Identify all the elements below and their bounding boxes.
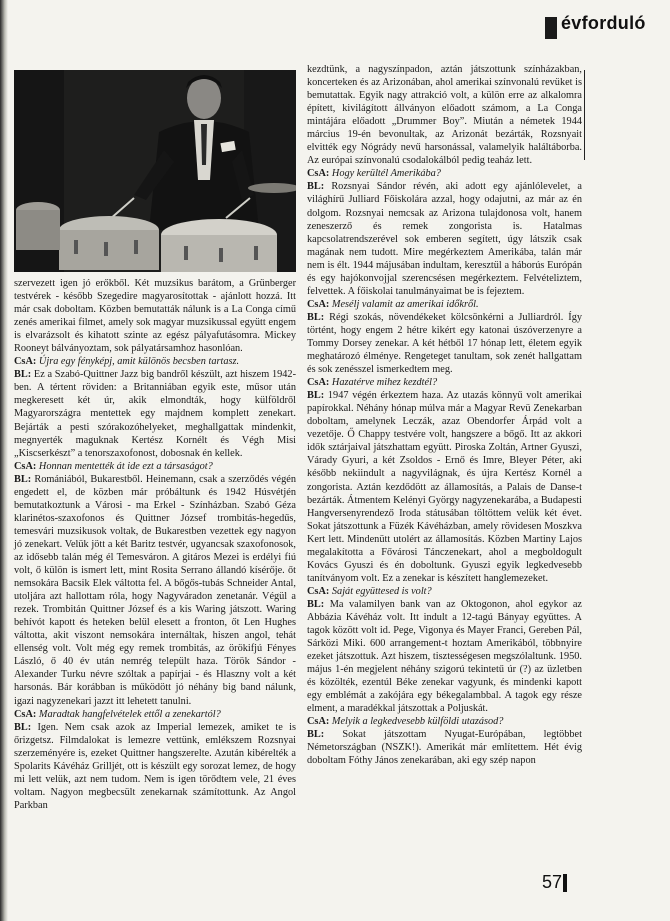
paragraph-text: Honnan mentették át ide ezt a társaságot? (38, 460, 213, 472)
interview-question (307, 376, 582, 389)
paragraph-text: Hazatérve mihez kezdtél? (331, 377, 438, 389)
speaker-label: CsA: (307, 168, 330, 180)
page-number: 57 (542, 872, 563, 892)
photo-drummer-at-drum-kit-icon (14, 70, 296, 272)
speaker-label: CsA: (14, 460, 37, 472)
speaker-label: BL: (307, 729, 325, 741)
speaker-label: CsA: (307, 298, 330, 310)
speaker-label: BL: (14, 721, 32, 733)
paragraph-text: Ma valamilyen bank van az Oktogonon, ahol egykor az Abbázia Kávéház volt. Itt indult a 12-tagú Bányay együttes. A tagok között volt id. Pege, Vigonya és Mayer Franci, Gereben Pál, Sárközi Miki. 600 arrangement-t hoztam Amerikából, többnyire ezeket játszottuk. Azt hiszem, tisztességesen megszólaltunk. 1950. május 1-én megjelent néhány szigorú tekintetű úr (?) az üzletben és közölték, ezentúl Béke zenekar vagyunk, és mindenki kapott egy emblémát a zakójára egy békegalambbal. A tagok egy része elment, a maradékkal játszottak a Poljuskát. (307, 598, 583, 715)
section-title: évforduló (561, 13, 646, 33)
paragraph-text: Igen. Nem csak azok az Imperial lemezek, amiket te is őrizgetsz. Filmdalokat is lemezre vettünk, emlékszem Rozsnyai szerzeményére is, ezeket Quittner hangszerelte. Azután kibérelték a Spolarits Kávéház Grilljét, ott is készült egy sorozat lemez, de hogy mi lett velük, azt nem tudom. Nem is igen törődtem vele, 21 éves voltam. Nagyon megbecsült zenekarnak számítottunk. Az Angol Parkban (14, 721, 297, 811)
speaker-label: CsA: (307, 716, 330, 728)
speaker-label: BL: (307, 598, 325, 610)
speaker-label: BL: (307, 311, 325, 323)
binding-gutter (0, 0, 8, 921)
interview-answer (14, 721, 296, 812)
paragraph-text: Ez a Szabó-Quittner Jazz big bandről készült, azt hiszem 1942-ben. A tértent röviden: a Britanniában egyik este, műsor után megkeresett két úr, akik elmondták, hogy külföldről Magyarországra mentettek egy majdnem komplett zenekart. Bejárták a pesti szórakozóhelyeket, meghallgattak mindenkit, megnyerték maguknak Kertész Kornélt és Végh Misi „Kiscserkészt” a tenorszaxofonost, dobosnak én kellek. (14, 369, 297, 459)
page-number-bar (563, 874, 567, 892)
speaker-label: BL: (307, 181, 325, 193)
interview-answer (307, 598, 582, 715)
paragraph-text: Melyik a legkedvesebb külföldi utazásod? (331, 716, 504, 728)
interview-answer (307, 389, 582, 585)
paragraph-text: Maradtak hangfelvételek ettől a zenekartól? (38, 708, 221, 720)
right-text-column (307, 63, 582, 768)
column-rule (584, 70, 585, 160)
paragraph-text: kezdtünk, a nagyszínpadon, aztán játszottunk színházakban, koncerteken és az Arizonában, ahol amerikai színvonalú revüket is bemutattak. Egyik nagy attrakció volt, a külön erre az alkalomra épített, kivilágított állványon előadott számom, a La Conga mintájára előadott „Drummer Boy”. Miután a németek 1944 március 19-én bevonultak, az Arizonát bezárták, Rozsnyait elvitték egy Nógrády nevű harsonással, valamelyik haláltáborba. Az európai színvonalú csodalokálból pedig teaház lett. (307, 64, 582, 167)
speaker-label: BL: (307, 390, 325, 402)
speaker-label: CsA: (307, 585, 330, 597)
interview-answer (14, 473, 296, 708)
interview-question (307, 715, 582, 728)
header-bar (545, 17, 557, 39)
speaker-label: BL: (14, 473, 32, 485)
paragraph-text: szervezett igen jó erőkből. Két muzsikus barátom, a Grünberger testvérek - később Szegedire magyarosítottak - ajánlott hozzá. Itt már csak doboltam. Közben bemutatták nálunk is a La Conga című zenés amerikai filmet, amely sok magyar muzsikussal együtt engem is elvarázsolt és kihatott szinte az egész pályafutásomra. Mickey Rooneyt bálványoztam, sok pályatársamhoz hasonlóan. (14, 278, 296, 355)
paragraph-text: 1947 végén érkeztem haza. Az utazás könnyű volt amerikai papírokkal. Néhány hónap múlva már a Magyar Revü Zenekarban doboltam, amelynek Leczák, azaz Obendorfer Árpád volt a vezetője. Ő Chappy testvére volt, hangszere a bőgő. Itt az akkori idők sztárjaival játszhattam együtt. Piroska Zoltán, Artner Gyuszi, Várady Gyuri, a két Zsoldos - Ernő és Imre, Bleyer Péter, aki később nekiindult a nagyvilágnak, és újra Kertész Kornél a zongorista. Aztán kezdődött az államosítás, a Palais de Danse-t bezárták. Átmentem Kelényi György nagyzenekarába, a Budapesti Hangversenyrendező Iroda státusában töltöttem velük két évet. Sokat játszottunk a Füzék Kávéházban, amely rövidesen Moszkva Kert lett. Mindenütt utolért az államosítás. Közben Martiny Lajos megalakította a Fővárosi Tánczenekart, ahol a megboldogult Kovács Gyuszi és én doboltunk. Gyuszi egyik legkedvesebb tanítványom volt. Ez a zenekar is készített hanglemezeket. (307, 390, 583, 584)
interview-question (14, 708, 296, 721)
interview-answer (307, 728, 582, 767)
paragraph-text: Saját együttesed is volt? (331, 585, 432, 597)
speaker-label: CsA: (307, 377, 330, 389)
left-text-column (14, 277, 296, 812)
interview-answer (14, 368, 296, 459)
speaker-label: BL: (14, 369, 32, 381)
interview-answer (307, 63, 582, 167)
interview-question (14, 460, 296, 473)
drummer-photo (14, 70, 296, 272)
paragraph-text: Hogy kerültél Amerikába? (331, 168, 441, 180)
interview-answer (14, 277, 296, 355)
paragraph-text: Rozsnyai Sándor révén, aki adott egy ajánlólevelet, a világhírű Julliard Főiskolára azzal, hogy odajutni, az már az én dolgom. Rozsnyai nemcsak az Arizona tulajdonosa volt, hanem zeneszerző és remek zongorista is. Hatalmas kapcsolatrendszerével sok emberen segített, úgy látszik csak magának nem tudott. Mire megérkeztem Amerikába, talán már nem is élt. 1944 májusában indultam, keresztül a háborús Európán és egy hajókonvojjal szerencsésen megérkeztem. Felvételiztem, felvettek. A főiskolai tanulmányaimat be is fejeztem. (307, 181, 582, 297)
interview-answer (307, 311, 582, 376)
interview-question (14, 355, 296, 368)
interview-question (307, 298, 582, 311)
paragraph-text: Újra egy fényképj, amit különös becsben tartasz. (38, 356, 240, 368)
paragraph-text: Sokat játszottam Nyugat-Európában, legtöbbet Németországban (NSZK!). Amerikát már említettem. Hét évig doboltam Fóthy János zenekarában, aki egy szép napon (307, 729, 582, 767)
speaker-label: CsA: (14, 708, 37, 720)
paragraph-text: Régi szokás, növendékeket kölcsönkérni a Julliardról. Így történt, hogy engem 2 hétre kikért egy katonai úszóverzenyre a Tommy Dorsey zenekar. A két hétből 17 hónap lett, életem egyik meghatározó élménye. Rengeteget tanultam, sok zenét hallgattam és sok zenésszel ismerkedtem meg. (307, 311, 583, 376)
interview-answer (307, 180, 582, 297)
interview-question (307, 167, 582, 180)
interview-question (307, 585, 582, 598)
paragraph-text: Mesélj valamit az amerikai időkről. (331, 298, 479, 310)
paragraph-text: Romániából, Bukarestből. Heinemann, csak a szerződés végén engedett el, de közben már próbáltunk és 1942 Húsvétjén bemutatkoztunk a Városi - ma Erkel - Színházban. Szabó Géza klarinétos-szaxofonos és Quittner József trombitás-hegedűs, temesvári muzsikusok voltak, de Bukarestben vezettek egy nagyon jó zenekart. Velük jött a két Baritz testvér, ugyancsak szaxofonosok, az idősebb talán még él Temesváron. A gitáros Mezei is erdélyi fiú volt, ő külön is ismert lett, mint Rosita Serrano állandó kísérője. őt nemsokára Bacsik Elek váltotta fel. A bőgős-tubás Schneider Antal, utoljára azt hallottam róla, hogy Nagyváradon zenetanár. Végül a rezek. Trombitán Quittner József és a kis Waring játszott. Waring behívót kapott és heteken belül elesett a fronton, őt Len Hughes váltotta, akit viszont nemsokára internáltak, hiszen angol, tehát ellenség volt. Volt még egy remek trombitás, az örökifjú Fényes László, ő 40 év után nemrég települt haza. Török Sándor - Alexander Turku névre szóltak a papírjai - és Hlaszny volt a két harsonás. Bár korábban is működött jó néhány big band nálunk, igazi nagyzenekari jazzt itt lehetett tanulni. (14, 473, 296, 707)
speaker-label: CsA: (14, 356, 37, 368)
